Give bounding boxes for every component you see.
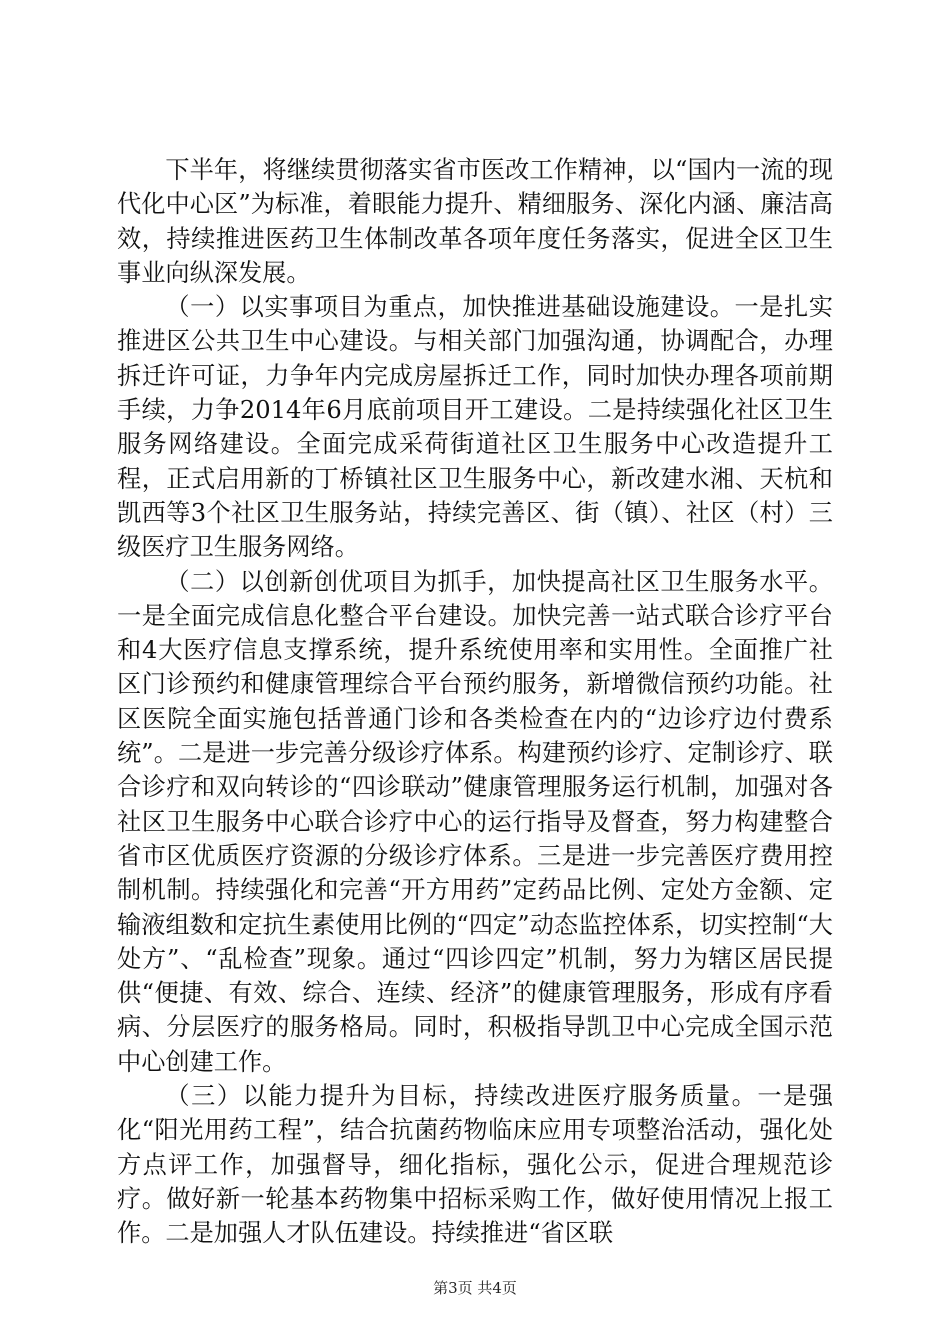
paragraph-intro: 下半年，将继续贯彻落实省市医改工作精神，以“国内一流的现代化中心区”为标准，着眼能力提升、精细服务、深化内涵、廉洁高效，持续推进医药卫生体制改革各项年度任务落实，促进全区卫生事业向纵深发展。	[117, 156, 833, 287]
document-body	[117, 153, 833, 1251]
paragraph-section-3: （三）以能力提升为目标，持续改进医疗服务质量。一是强化“阳光用药工程”，结合抗菌药物临床应用专项整治活动，强化处方点评工作，加强督导，细化指标，强化公示，促进合理规范诊疗。做好新一轮基本药物集中招标采购工作，做好使用情况上报工作。二是加强人才队伍建设。持续推进“省区联	[117, 1082, 833, 1248]
paragraph-section-1: （一）以实事项目为重点，加快推进基础设施建设。一是扎实推进区公共卫生中心建设。与相关部门加强沟通，协调配合，办理拆迁许可证，力争年内完成房屋拆迁工作，同时加快办理各项前期手续，力争2014年6月底前项目开工建设。二是持续强化社区卫生服务网络建设。全面完成采荷街道社区卫生服务中心改造提升工程，正式启用新的丁桥镇社区卫生服务中心，新改建水湘、天杭和凯西等3个社区卫生服务站，持续完善区、街（镇）、社区（村）三级医疗卫生服务网络。	[117, 293, 833, 562]
paragraph-section-2: （二）以创新创优项目为抓手，加快提高社区卫生服务水平。一是全面完成信息化整合平台建设。加快完善一站式联合诊疗平台和4大医疗信息支撑系统，提升系统使用率和实用性。全面推广社区门诊预约和健康管理综合平台预约服务，新增微信预约功能。社区医院全面实施包括普通门诊和各类检查在内的“边诊疗边付费系统”。二是进一步完善分级诊疗体系。构建预约诊疗、定制诊疗、联合诊疗和双向转诊的“四诊联动”健康管理服务运行机制，加强对各社区卫生服务中心联合诊疗中心的运行指导及督查，努力构建整合省市区优质医疗资源的分级诊疗体系。三是进一步完善医疗费用控制机制。持续强化和完善“开方用药”定药品比例、定处方金额、定输液组数和定抗生素使用比例的“四定”动态监控体系，切实控制“大处方”、“乱检查”现象。通过“四诊四定”机制，努力为辖区居民提供“便捷、有效、综合、连续、经济”的健康管理服务，形成有序看病、分层医疗的服务格局。同时，积极指导凯卫中心完成全国示范中心创建工作。	[117, 567, 833, 1076]
page-number-footer: 第3页 共4页	[433, 1279, 517, 1297]
